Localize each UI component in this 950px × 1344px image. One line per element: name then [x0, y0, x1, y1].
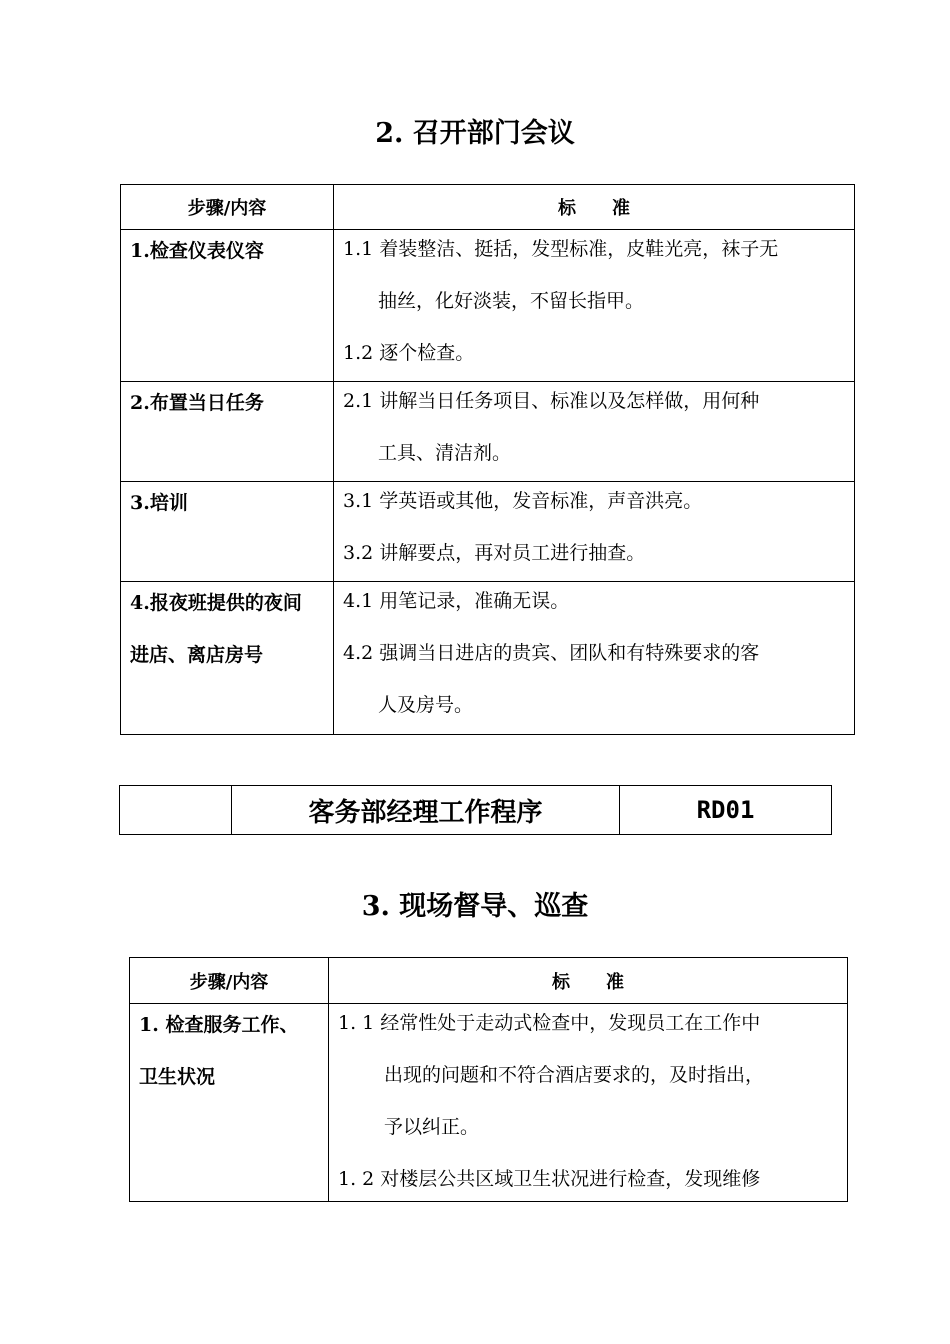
table-row: [121, 482, 855, 582]
header-blank-cell: [120, 786, 232, 835]
section3-table: [129, 957, 848, 1202]
standard-line: 人及房号。: [378, 694, 474, 716]
document-header: [119, 785, 832, 835]
header-step: 步骤/内容: [130, 958, 329, 1004]
standard-line: 4.1 用笔记录，准确无误。: [343, 590, 570, 612]
standard-cell: [334, 482, 855, 582]
step-label: 4.报夜班提供的夜间: [130, 592, 302, 614]
header-standard: 标 准: [334, 185, 855, 230]
standard-cell: [334, 582, 855, 735]
header-step: 步骤/内容: [121, 185, 334, 230]
standard-line: 1. 2 对楼层公共区域卫生状况进行检查，发现维修: [338, 1168, 761, 1190]
step-cell: [130, 1004, 329, 1202]
standard-line: 4.2 强调当日进店的贵宾、团队和有特殊要求的客: [343, 642, 760, 664]
standard-line: 出现的问题和不符合酒店要求的，及时指出，: [384, 1064, 765, 1086]
standard-cell: [334, 382, 855, 482]
standard-line: 1.2 逐个检查。: [343, 342, 475, 364]
standard-line: 1.1 着装整洁、挺括，发型标准，皮鞋光亮，袜子无: [343, 238, 779, 260]
standard-cell: [329, 1004, 848, 1202]
step-cell: [121, 230, 334, 382]
table-row: [121, 382, 855, 482]
table-header-row: [121, 185, 855, 230]
step-cell: [121, 582, 334, 735]
step-label: 3.培训: [130, 492, 188, 514]
step-label: 2.布置当日任务: [130, 392, 264, 414]
standard-cell: [334, 230, 855, 382]
step-label: 卫生状况: [139, 1066, 216, 1088]
step-label: 1.检查仪表仪容: [130, 240, 264, 262]
procedure-code: RD01: [620, 786, 832, 835]
table-header-row: [130, 958, 848, 1004]
section2-table: [120, 184, 855, 735]
section2-title: 2. 召开部门会议: [375, 118, 575, 149]
standard-line: 1. 1 经常性处于走动式检查中，发现员工在工作中: [338, 1012, 761, 1034]
standard-line: 2.1 讲解当日任务项目、标准以及怎样做，用何种: [343, 390, 760, 412]
table-row: [121, 230, 855, 382]
standard-line: 工具、清洁剂。: [378, 442, 512, 464]
procedure-name: 客务部经理工作程序: [232, 786, 620, 835]
standard-line: 3.2 讲解要点，再对员工进行抽查。: [343, 542, 646, 564]
standard-line: 3.1 学英语或其他，发音标准，声音洪亮。: [343, 490, 703, 512]
step-label: 1. 检查服务工作、: [139, 1014, 299, 1036]
step-cell: [121, 382, 334, 482]
step-cell: [121, 482, 334, 582]
standard-line: 抽丝，化好淡装，不留长指甲。: [378, 290, 645, 312]
step-label: 进店、离店房号: [130, 644, 264, 666]
header-standard: 标 准: [329, 958, 848, 1004]
section3-title: 3. 现场督导、巡查: [361, 891, 589, 922]
table-row: [130, 1004, 848, 1202]
table-row: [121, 582, 855, 735]
standard-line: 予以纠正。: [384, 1116, 480, 1138]
